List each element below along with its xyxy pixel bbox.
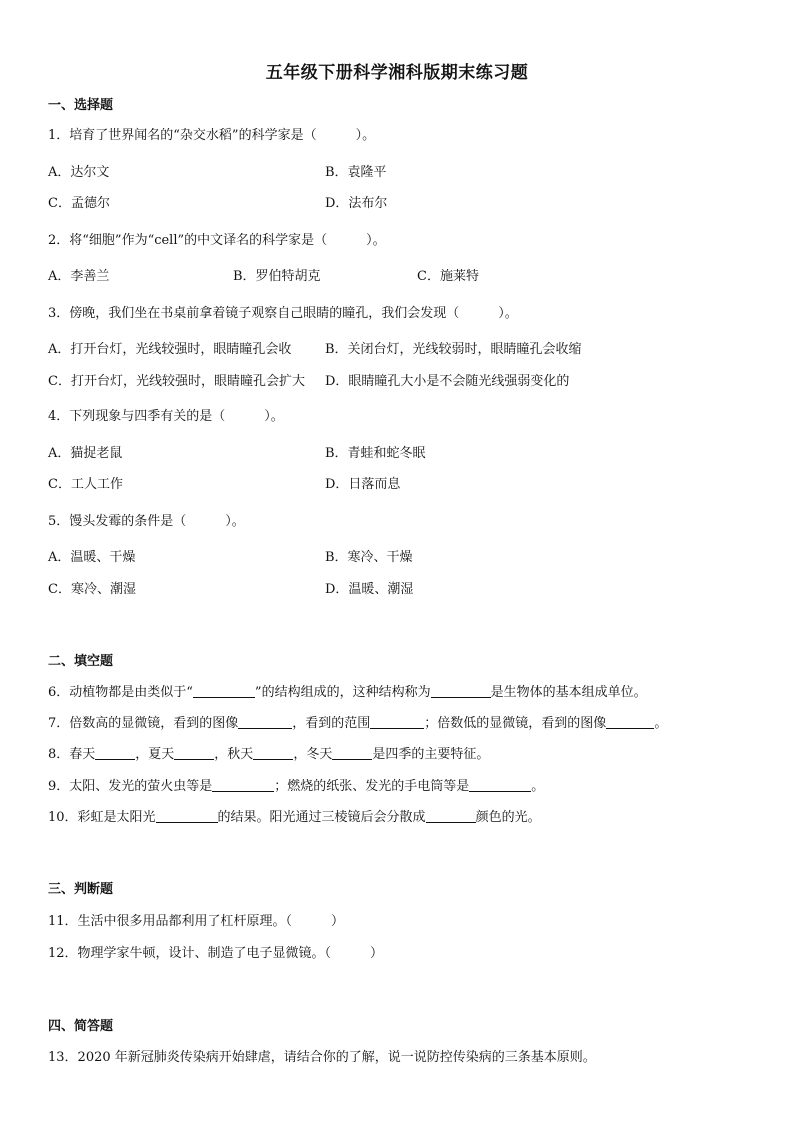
q4-option-b: B．青蛙和蛇冬眠 [325,446,426,461]
q2-option-b: B．罗伯特胡克 [233,269,321,284]
question-6: 6．动植物都是由类似于“ ”的结构组成的，这种结构称为 是生物体的基本组成单位。 [48,685,647,700]
question-4: 4．下列现象与四季有关的是（ ）。 [48,409,284,424]
section-heading-true-false: 三、判断题 [48,882,114,897]
answer-blank[interactable] [238,716,292,729]
answer-blank[interactable] [212,779,274,792]
q3-option-a: A．打开台灯，光线较强时，眼睛瞳孔会收 [48,342,292,357]
q3-option-c: C．打开台灯，光线较强时，眼睛瞳孔会扩大 [48,374,305,389]
section-heading-fill-blank: 二、填空题 [48,654,114,669]
answer-blank[interactable] [606,716,654,729]
question-3: 3．傍晚，我们坐在书桌前拿着镜子观察自己眼睛的瞳孔，我们会发现（ ）。 [48,306,518,321]
q1-option-c: C．孟德尔 [48,196,110,211]
answer-blank[interactable] [253,747,293,760]
q5-option-d: D．温暖、潮湿 [325,582,414,597]
answer-blank[interactable] [426,810,476,823]
q5-option-a: A．温暖、干燥 [48,550,136,565]
answer-blank[interactable] [332,747,372,760]
q2-option-a: A．李善兰 [48,269,110,284]
q1-option-d: D．法布尔 [325,196,388,211]
question-1: 1．培育了世界闻名的“杂交水稻”的科学家是（ ）。 [48,128,376,143]
answer-blank[interactable] [370,716,424,729]
answer-blank[interactable] [174,747,214,760]
q3-option-d: D．眼睛瞳孔大小是不会随光线强弱变化的 [325,374,570,389]
answer-blank[interactable] [431,685,491,698]
question-13: 13．2020 年新冠肺炎传染病开始肆虐，请结合你的了解，说一说防控传染病的三条基本原则。 [48,1050,596,1065]
q4-option-c: C．工人工作 [48,477,123,492]
question-8: 8．春天 ，夏天 ，秋天 ，冬天 是四季的主要特征。 [48,747,490,762]
answer-blank[interactable] [95,747,135,760]
q5-option-b: B．寒冷、干燥 [325,550,413,565]
answer-blank[interactable] [193,685,255,698]
section-heading-choice: 一、选择题 [48,98,114,113]
question-5: 5．馒头发霉的条件是（ ）。 [48,514,245,529]
q2-option-c: C．施莱特 [417,269,479,284]
question-2: 2．将“细胞”作为“cell”的中文译名的科学家是（ ）。 [48,233,386,248]
page-title: 五年级下册科学湘科版期末练习题 [265,63,529,83]
q5-option-c: C．寒冷、潮湿 [48,582,136,597]
question-7: 7．倍数高的显微镜，看到的图像 ，看到的范围 ；倍数低的显微镜，看到的图像 。 [48,716,668,731]
q4-option-a: A．猫捉老鼠 [48,446,123,461]
question-11: 11．生活中很多用品都利用了杠杆原理。（ ） [48,914,345,929]
answer-blank[interactable] [156,810,218,823]
section-heading-short-answer: 四、简答题 [48,1019,114,1034]
q1-option-a: A．达尔文 [48,165,110,180]
q4-option-d: D．日落而息 [325,477,401,492]
question-10: 10．彩虹是太阳光 的结果。阳光通过三棱镜后会分散成 颜色的光。 [48,810,541,825]
q3-option-b: B．关闭台灯，光线较弱时，眼睛瞳孔会收缩 [325,342,582,357]
question-12: 12．物理学家牛顿，设计、制造了电子显微镜。（ ） [48,946,384,961]
q1-option-b: B．袁隆平 [325,165,387,180]
answer-blank[interactable] [469,779,531,792]
question-9: 9．太阳、发光的萤火虫等是 ；燃烧的纸张、发光的手电筒等是 。 [48,779,545,794]
